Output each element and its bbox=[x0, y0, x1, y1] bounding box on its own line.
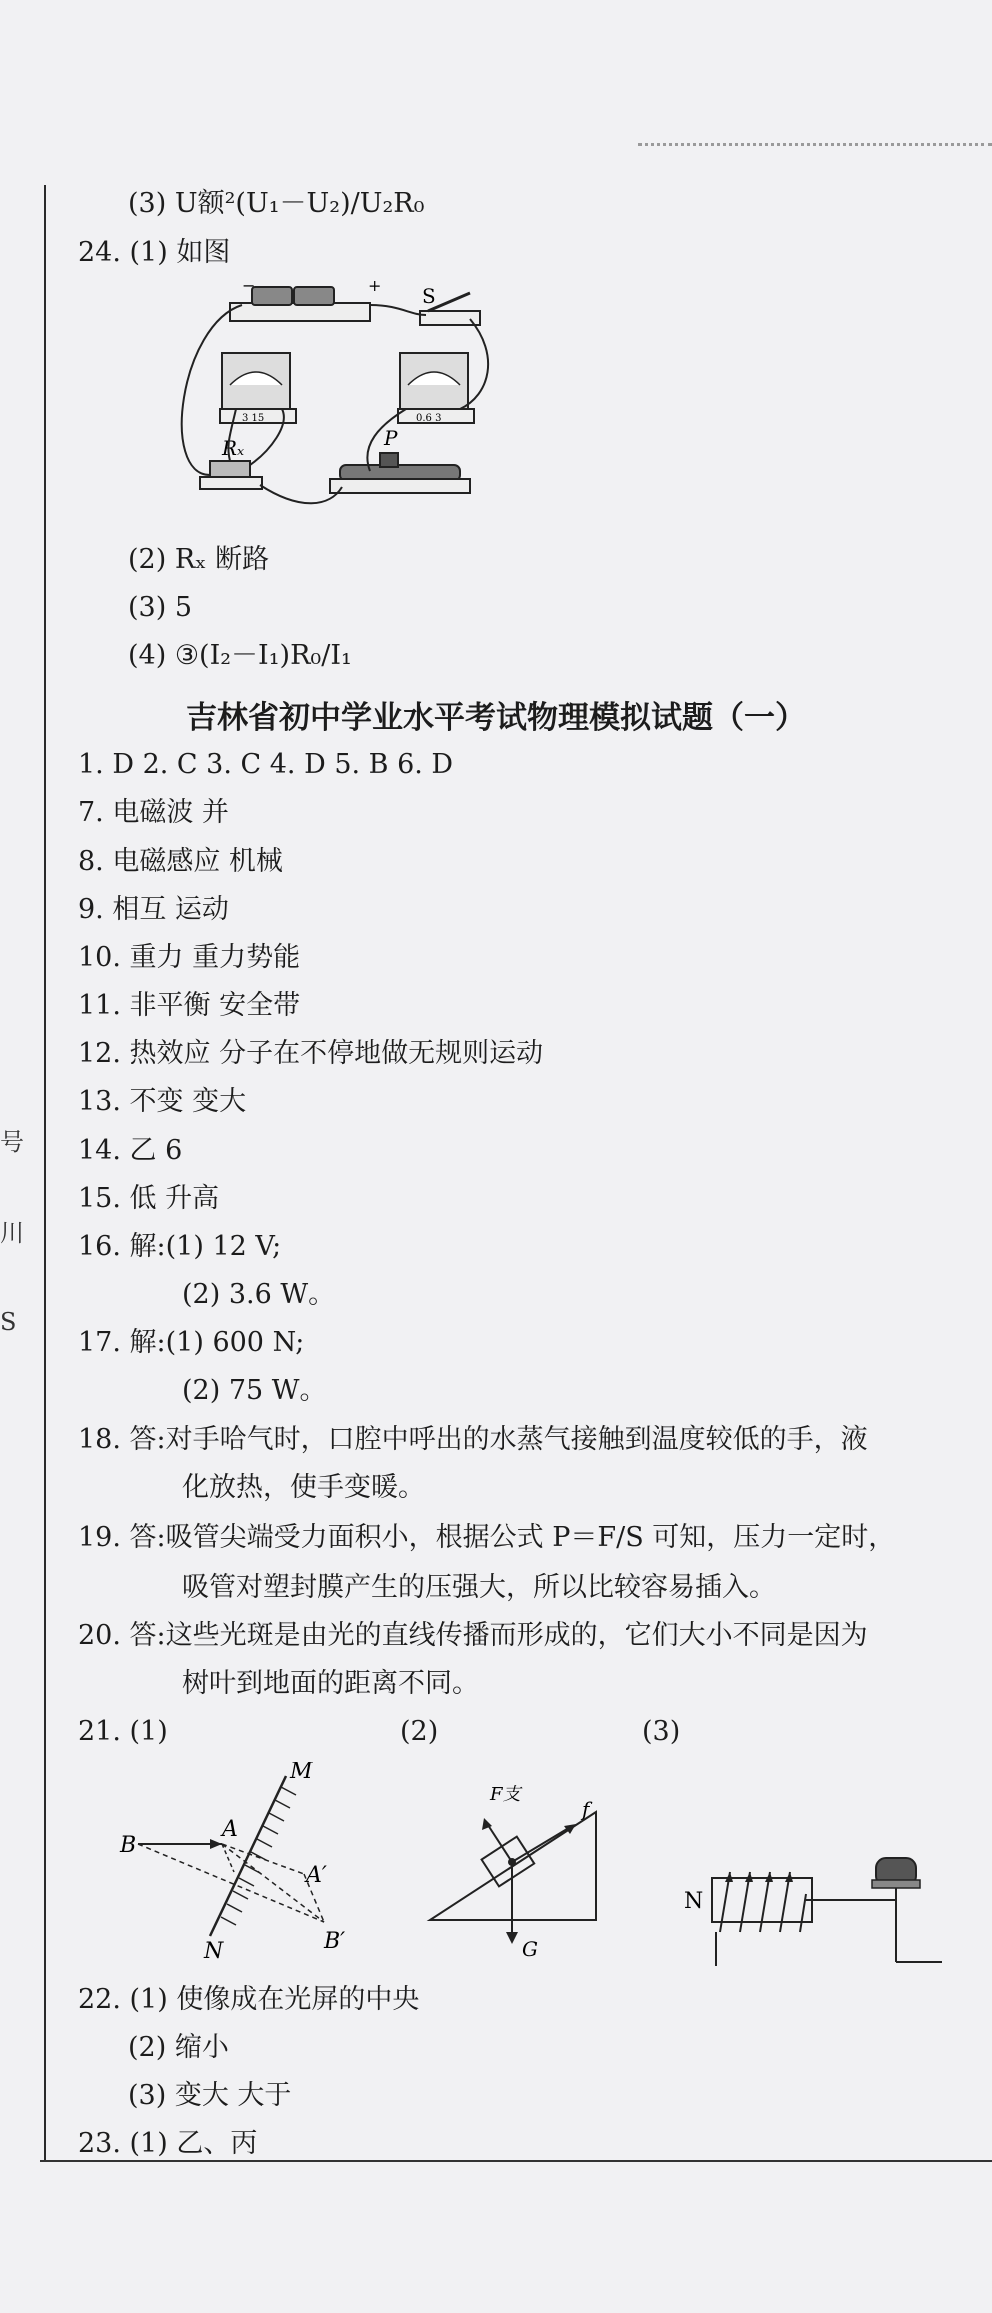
rx-label: Rₓ bbox=[222, 436, 245, 460]
solenoid-diagram bbox=[676, 1842, 946, 1972]
answer-line: 16. 解:(1) 12 V; bbox=[78, 1231, 282, 1262]
answer-line: 9. 相互 运动 bbox=[78, 894, 229, 925]
point-m-label: M bbox=[290, 1762, 313, 1784]
answer-line: 1. D 2. C 3. C 4. D 5. B 6. D bbox=[78, 749, 454, 780]
point-b-prime-label: B′ bbox=[324, 1929, 346, 1954]
battery-minus-label: − bbox=[242, 276, 256, 295]
answer-q22-1: 22. (1) 使像成在光屏的中央 bbox=[78, 1984, 420, 2015]
answer-line: 12. 热效应 分子在不停地做无规则运动 bbox=[78, 1038, 544, 1069]
answer-line: 18. 答:对手哈气时，口腔中呼出的水蒸气接触到温度较低的手，液 bbox=[78, 1424, 868, 1455]
answer-q24-1: 24. (1) 如图 bbox=[78, 237, 231, 268]
force-support-label: F支 bbox=[490, 1784, 521, 1805]
force-friction-label: f bbox=[582, 1797, 590, 1821]
answer-line: 10. 重力 重力势能 bbox=[78, 942, 301, 973]
answer-line: 化放热，使手变暖。 bbox=[182, 1472, 425, 1503]
q21-sub3-label: (3) bbox=[642, 1716, 681, 1747]
answer-line: (2) 3.6 W。 bbox=[182, 1279, 336, 1310]
answer-line: 17. 解:(1) 600 N; bbox=[78, 1327, 305, 1358]
pole-n-label: N bbox=[684, 1889, 704, 1914]
answer-line: 树叶到地面的距离不同。 bbox=[182, 1668, 479, 1699]
voltmeter-scale: 3 15 bbox=[242, 413, 265, 424]
answer-q24-3: (3) 5 bbox=[128, 592, 193, 623]
ammeter-scale: 0.6 3 bbox=[416, 413, 442, 424]
margin-fragment: 号 bbox=[0, 1128, 24, 1156]
answer-line: 13. 不变 变大 bbox=[78, 1086, 247, 1117]
margin-fragment: 川 bbox=[0, 1219, 24, 1247]
answer-q24-2: (2) Rₓ 断路 bbox=[128, 544, 270, 575]
answer-q23-3: (3) U额²(U₁－U₂)/U₂R₀ bbox=[128, 188, 425, 219]
point-n-label: N bbox=[204, 1939, 224, 1962]
point-a-label: A bbox=[222, 1817, 238, 1842]
circuit-diagram bbox=[170, 275, 500, 527]
section-title: 吉林省初中学业水平考试物理模拟试题（一） bbox=[186, 700, 806, 736]
point-b-label: B bbox=[120, 1833, 137, 1858]
answer-line: 7. 电磁波 并 bbox=[78, 797, 229, 828]
answer-line: 14. 乙 6 bbox=[78, 1135, 183, 1166]
answer-line: 19. 答:吸管尖端受力面积小，根据公式 P＝F/S 可知，压力一定时， bbox=[78, 1522, 896, 1553]
answer-q23-1: 23. (1) 乙、丙 bbox=[78, 2128, 258, 2159]
answer-line: 8. 电磁感应 机械 bbox=[78, 846, 283, 877]
margin-fragment: S bbox=[0, 1308, 17, 1336]
point-a-prime-label: A′ bbox=[306, 1863, 327, 1888]
incline-force-diagram bbox=[420, 1770, 620, 1960]
answer-line: 20. 答:这些光斑是由光的直线传播而形成的，它们大小不同是因为 bbox=[78, 1620, 868, 1651]
answer-q24-4: (4) ③(I₂－I₁)R₀/I₁ bbox=[128, 640, 352, 671]
slider-p-label: P bbox=[384, 426, 398, 450]
force-gravity-label: G bbox=[522, 1937, 538, 1960]
bottom-rule bbox=[40, 2160, 992, 2162]
answer-q22-2: (2) 缩小 bbox=[128, 2032, 229, 2063]
answer-q22-3: (3) 变大 大于 bbox=[128, 2080, 292, 2111]
answer-line: 11. 非平衡 安全带 bbox=[78, 990, 301, 1021]
mirror-reflection-diagram bbox=[118, 1762, 368, 1962]
switch-label: S bbox=[422, 284, 436, 308]
answer-line: 吸管对塑封膜产生的压强大，所以比较容易插入。 bbox=[182, 1572, 776, 1603]
answer-line: 15. 低 升高 bbox=[78, 1183, 220, 1214]
binding-margin-rule bbox=[44, 185, 46, 2160]
answer-line: (2) 75 W。 bbox=[182, 1375, 327, 1406]
q21-sub2-label: (2) bbox=[400, 1716, 439, 1747]
battery-plus-label: + bbox=[368, 276, 382, 295]
top-dotted-rule bbox=[638, 143, 992, 146]
q21-label: 21. (1) bbox=[78, 1716, 168, 1747]
